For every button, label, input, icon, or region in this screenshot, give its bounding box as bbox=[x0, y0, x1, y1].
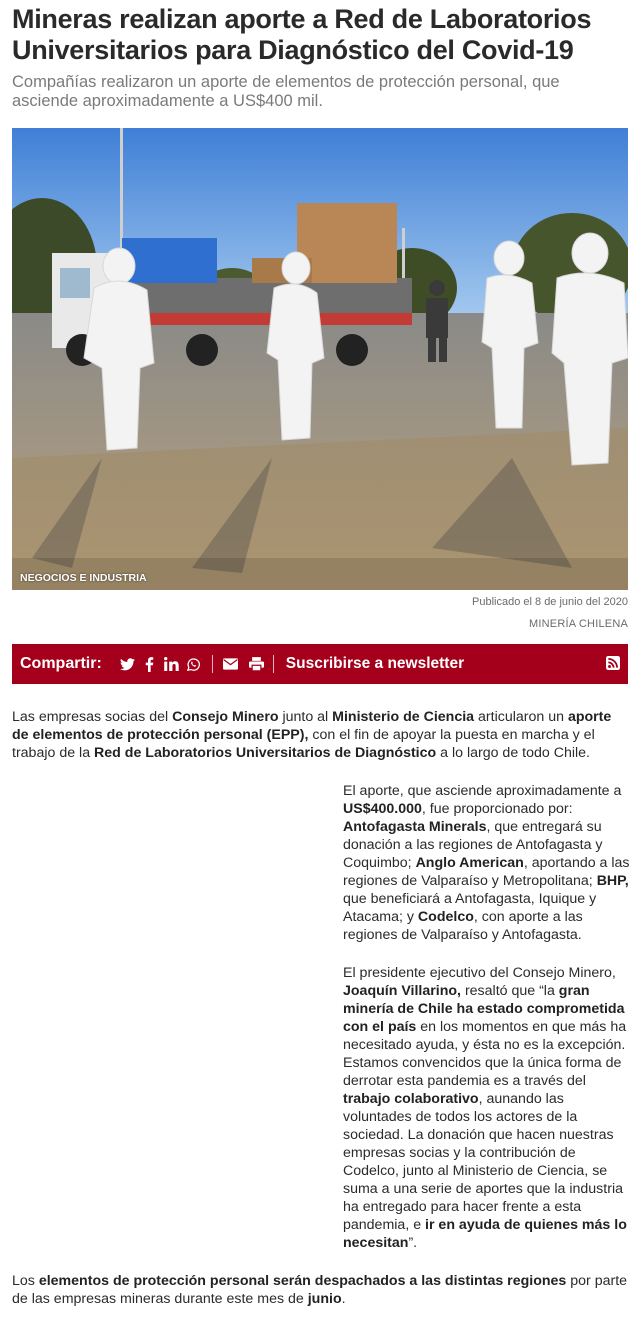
share-bar bbox=[12, 644, 628, 684]
share-label: Compartir: bbox=[20, 655, 102, 672]
paragraph-quote: El presidente ejecutivo del Consejo Minero, Joaquín Villarino, resaltó que “la gran minería de Chile ha estado comprometida con el país en los momentos en que más ha necesitado ayuda, y ésta no es la excepción. Estamos convencidos que la única forma de derrotar esta pandemia es a través del trabajo colaborativo, aunando las voluntades de todos los actores de la sociedad. La donación que hacen nuestras empresas socias y la contribución de Codelco, junto al Ministerio de Ciencia, se suma a una serie de aportes que la industria ha entregado para hacer frente a esta pandemia, e ir en ayuda de quienes más lo necesitan”. bbox=[343, 965, 627, 1251]
publish-date: Publicado el 8 de junio del 2020 bbox=[472, 596, 628, 608]
twitter-icon[interactable] bbox=[118, 654, 138, 674]
whatsapp-icon[interactable] bbox=[184, 654, 204, 674]
paragraph-intro: Las empresas socias del Consejo Minero junto al Ministerio de Ciencia articularon un aporte de elementos de protección personal (EPP), con el fin de apoyar la puesta en marcha y el trabajo de la Red de Laboratorios Universitarios de Diagnóstico a lo largo de todo Chile. bbox=[12, 709, 612, 761]
share-divider-2 bbox=[273, 655, 274, 673]
linkedin-icon[interactable] bbox=[162, 654, 182, 674]
share-icons bbox=[118, 654, 206, 674]
share-divider bbox=[212, 655, 213, 673]
newsletter-subscribe-link[interactable]: Suscribirse a newsletter bbox=[285, 655, 465, 672]
facebook-icon[interactable] bbox=[140, 654, 160, 674]
article-subtitle: Compañías realizaron un aporte de elementos de protección personal, que asciende aproximadamente a US$400 mil. bbox=[12, 73, 560, 110]
article-photo bbox=[12, 128, 628, 590]
photo-illustration bbox=[12, 128, 628, 590]
print-icon[interactable] bbox=[247, 654, 267, 674]
paragraph-closing: Los elementos de protección personal serán despachados a las distintas regiones por parte de las empresas mineras durante este mes de junio. bbox=[12, 1273, 628, 1307]
article-source: MINERÍA CHILENA bbox=[529, 618, 628, 630]
rss-icon[interactable] bbox=[606, 656, 620, 675]
paragraph-donors: El aporte, que asciende aproximadamente a US$400.000, fue proporcionado por: Antofagasta Minerals, que entregará su donación a las regiones de Antofagasta y Coquimbo; Anglo American, aportando a las regiones de Valparaíso y Metropolitana; BHP, que beneficiará a Antofagasta, Iquique y Atacama; y Codelco, con aporte a las regiones de Valparaíso y Antofagasta. bbox=[343, 783, 630, 943]
article-headline: Mineras realizan aporte a Red de Laboratorios Universitarios para Diagnóstico del Covid-19 bbox=[12, 4, 592, 65]
mail-icon[interactable] bbox=[221, 654, 241, 674]
photo-category-tag[interactable]: NEGOCIOS E INDUSTRIA bbox=[20, 572, 147, 584]
